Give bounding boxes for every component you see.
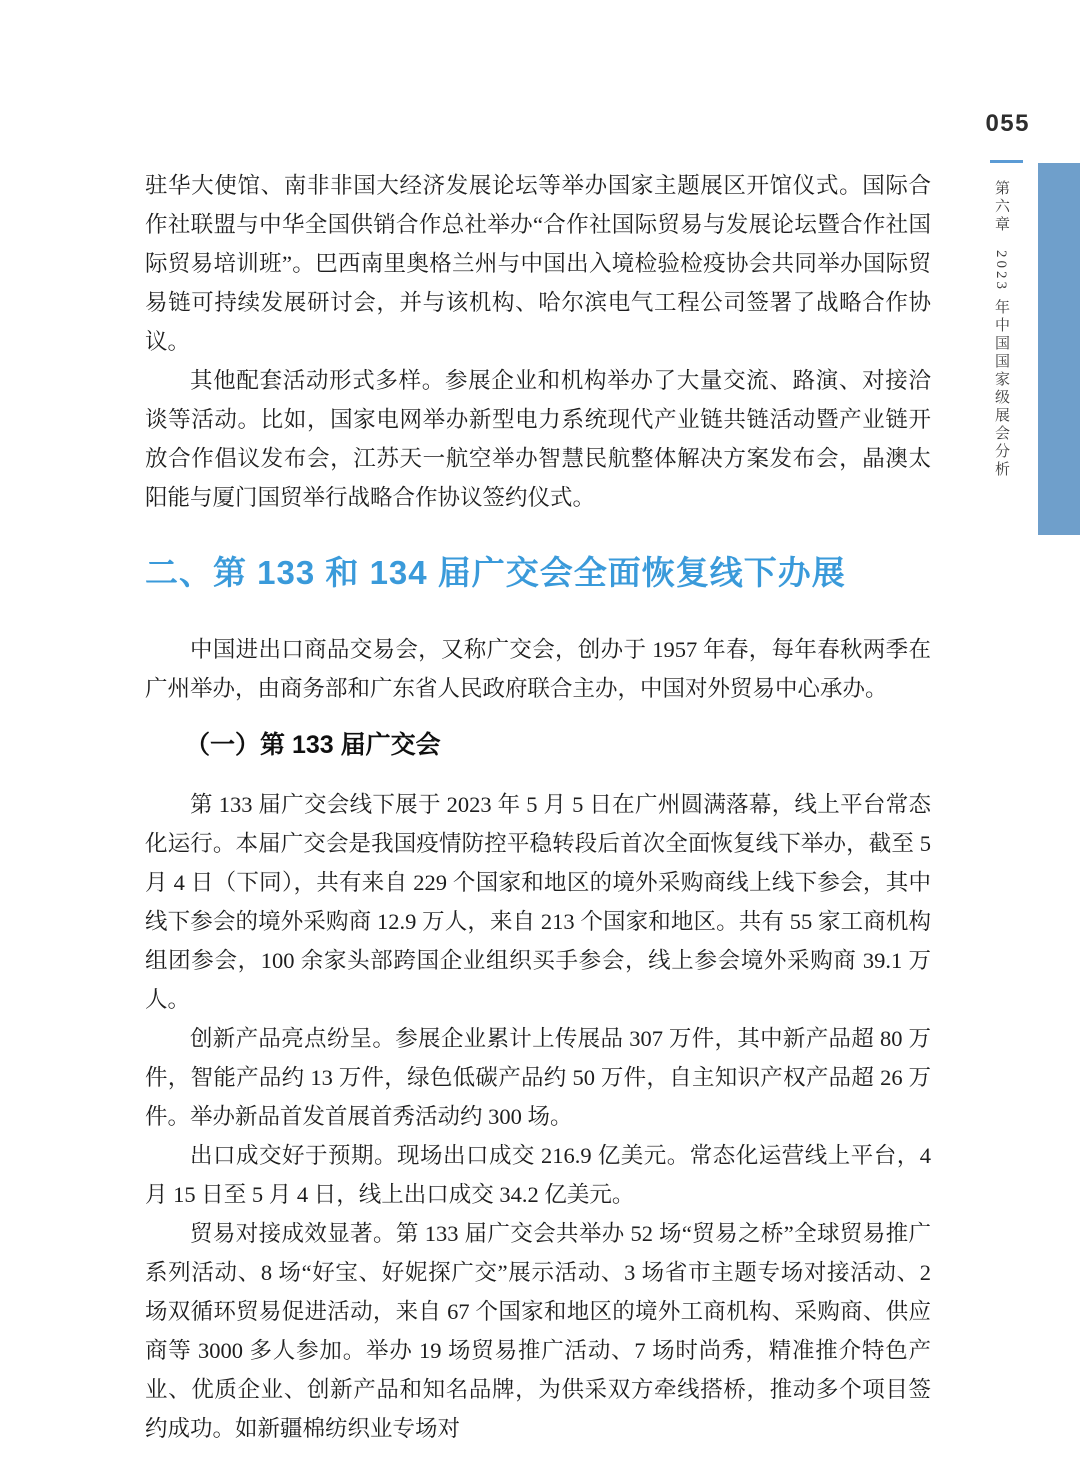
section-heading: 二、第 133 和 134 届广交会全面恢复线下办展 <box>145 554 846 591</box>
margin-rule <box>990 160 1023 163</box>
paragraph: 第 133 届广交会线下展于 2023 年 5 月 5 日在广州圆满落幕，线上平台常态化运行。本届广交会是我国疫情防控平稳转段后首次全面恢复线下举办，截至 5 月 4 日（下同），共有来自 229 个国家和地区的境外采购商线上线下参会，其中线下参会的境外采购商 12.9 万人，来自 213 个国家和地区。共有 55 家工商机构组团参会，100 余家头部跨国企业组织买手参会，线上参会境外采购商 39.1 万人。 <box>145 792 931 1012</box>
page-content <box>145 166 931 1448</box>
chapter-number-label: 第六章 <box>993 180 1009 234</box>
chapter-color-bar <box>1038 163 1080 535</box>
paragraph: 贸易对接成效显著。第 133 届广交会共举办 52 场“贸易之桥”全球贸易推广系列活动、8 场“好宝、好妮探广交”展示活动、3 场省市主题专场对接活动、2 场双循环贸易促进活动，来自 67 个国家和地区的境外工商机构、采购商、供应商等 3000 多人参加。举办 19 场贸易推广活动、7 场时尚秀，精准推介特色产业、优质企业、创新产品和知名品牌，为供采双方牵线搭桥，推动多个项目签约成功。如新疆棉纺织业专场对 <box>145 1221 931 1441</box>
paragraph: 出口成交好于预期。现场出口成交 216.9 亿美元。常态化运营线上平台，4 月 15 日至 5 月 4 日，线上出口成交 34.2 亿美元。 <box>145 1143 931 1207</box>
chapter-margin-note <box>991 180 1012 510</box>
paragraph: 创新产品亮点纷呈。参展企业累计上传展品 307 万件，其中新产品超 80 万件，智能产品约 13 万件，绿色低碳产品约 50 万件，自主知识产权产品超 26 万件。举办新品首发首展首秀活动约 300 场。 <box>145 1026 931 1129</box>
paragraph-continuation: 驻华大使馆、南非非国大经济发展论坛等举办国家主题展区开馆仪式。国际合作社联盟与中华全国供销合作总社举办“合作社国际贸易与发展论坛暨合作社国际贸易培训班”。巴西南里奥格兰州与中国出入境检验检疫协会共同举办国际贸易链可持续发展研讨会，并与该机构、哈尔滨电气工程公司签署了战略合作协议。 <box>145 173 931 354</box>
paragraph: 其他配套活动形式多样。参展企业和机构举办了大量交流、路演、对接洽谈等活动。比如，国家电网举办新型电力系统现代产业链共链活动暨产业链开放合作倡议发布会，江苏天一航空举办智慧民航整体解决方案发布会，晶澳太阳能与厦门国贸举行战略合作协议签约仪式。 <box>145 368 931 510</box>
paragraph: 中国进出口商品交易会，又称广交会，创办于 1957 年春，每年春秋两季在广州举办，由商务部和广东省人民政府联合主办，中国对外贸易中心承办。 <box>145 637 931 701</box>
subsection-heading: （一）第 133 届广交会 <box>185 731 441 759</box>
chapter-title-label: 2023 年中国国家级展会分析 <box>993 250 1009 479</box>
page-number: 055 <box>985 110 1030 137</box>
